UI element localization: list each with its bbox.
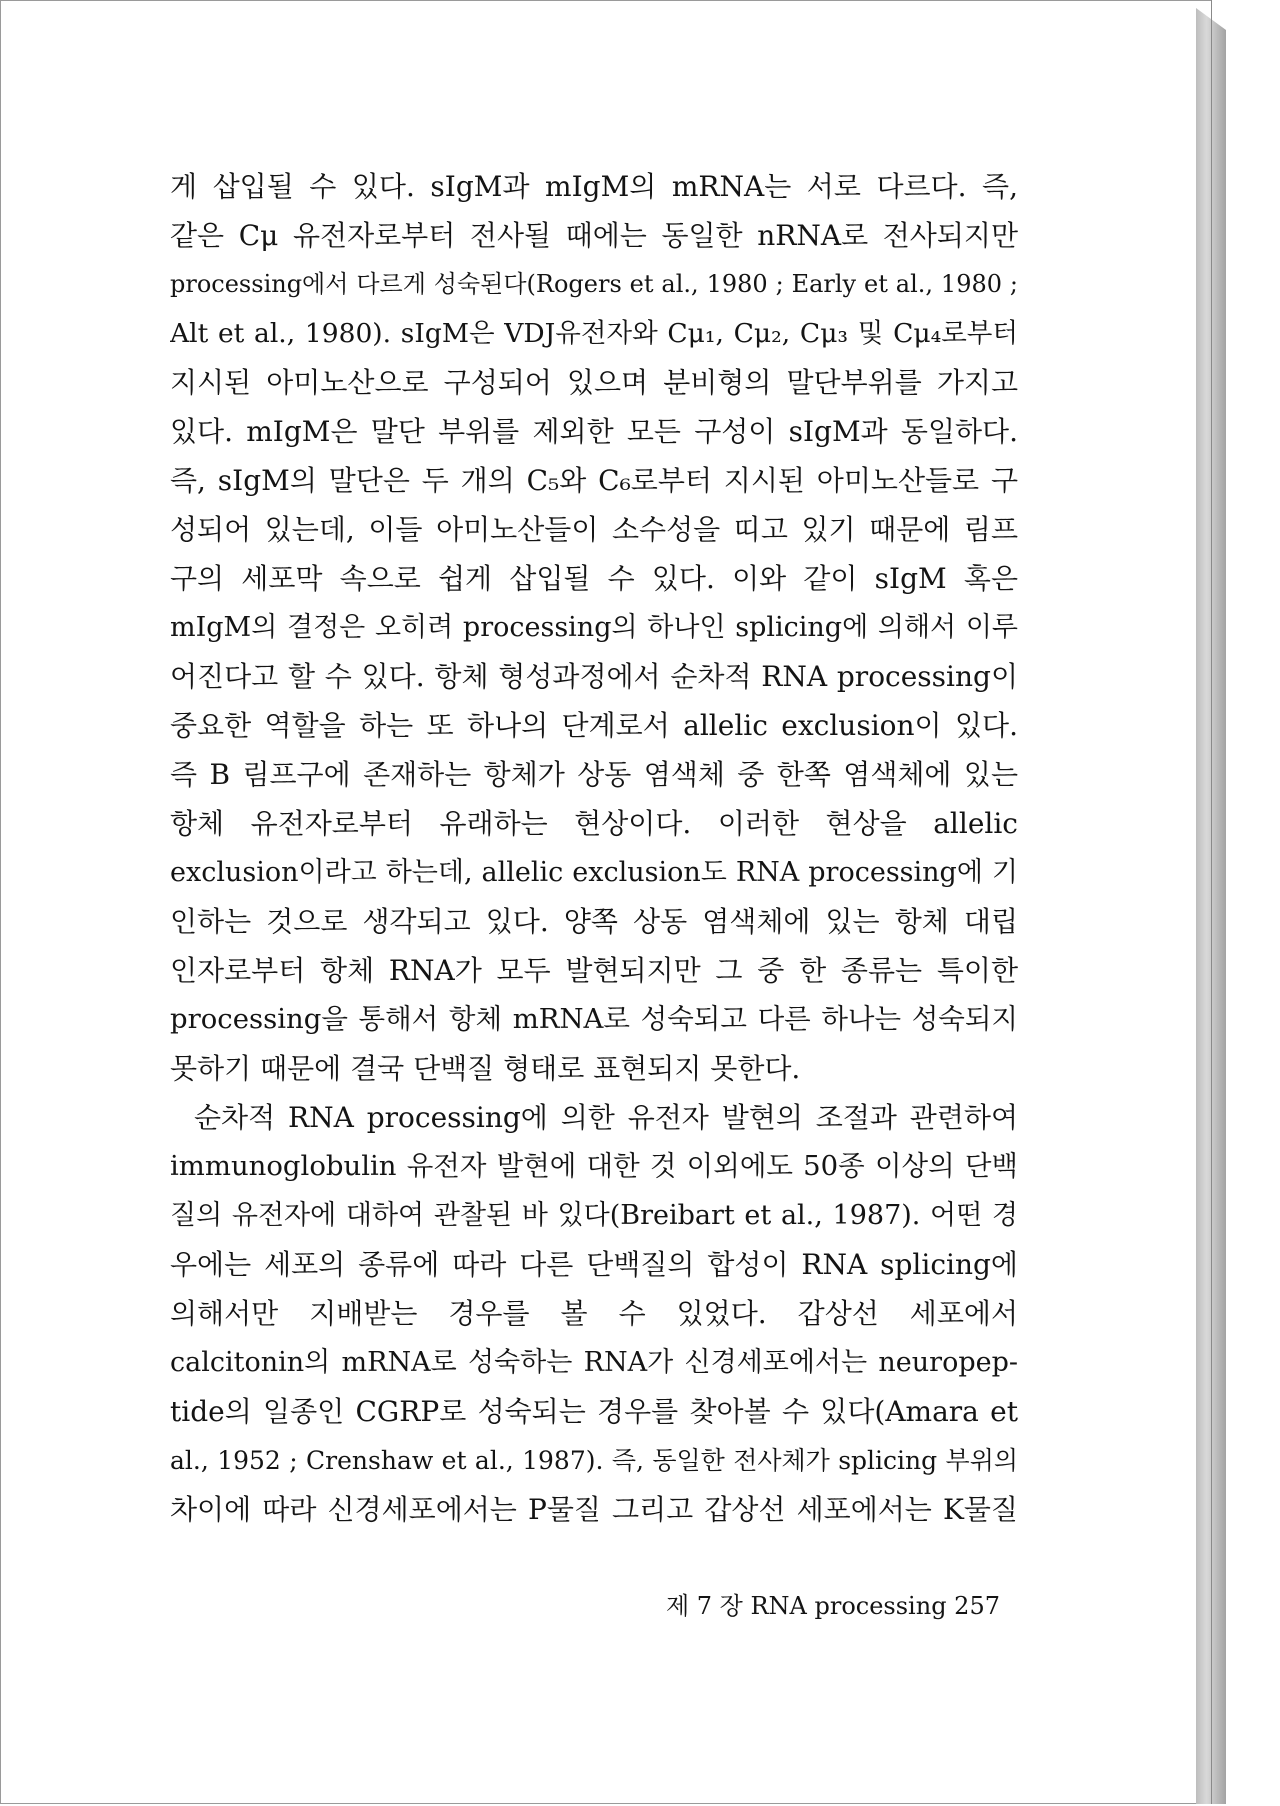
text-line: 항체 유전자로부터 유래하는 현상이다. 이러한 현상을 allelic (170, 807, 1018, 840)
text-line: 어진다고 할 수 있다. 항체 형성과정에서 순차적 RNA processing이 (170, 660, 1018, 693)
text-line: Alt et al., 1980). sIgM은 VDJ유전자와 Cμ₁, Cμ₂, Cμ₃ 및 Cμ₄로부터 (170, 318, 1018, 349)
text-line: 성되어 있는데, 이들 아미노산들이 소수성을 띠고 있기 때문에 림프 (170, 513, 1018, 546)
text-line: tide의 일종인 CGRP로 성숙되는 경우를 찾아볼 수 있다(Amara et (170, 1395, 1018, 1428)
text-line: mIgM의 결정은 오히려 processing의 하나인 splicing에 의해서 이루 (170, 612, 1018, 643)
text-line: 즉 B 림프구에 존재하는 항체가 상동 염색체 중 한쪽 염색체에 있는 (170, 758, 1018, 791)
text-line: 중요한 역할을 하는 또 하나의 단계로서 allelic exclusion이 있다. (170, 709, 1018, 742)
body-text (170, 162, 1018, 1534)
text-line: 게 삽입될 수 있다. sIgM과 mIgM의 mRNA는 서로 다르다. 즉, (170, 170, 1018, 203)
running-footer: 제 7 장 RNA processing 257 (665, 1592, 1000, 1620)
text-line: processing에서 다르게 성숙된다(Rogers et al., 1980 ; Early et al., 1980 ; (170, 270, 1018, 298)
text-line: 구의 세포막 속으로 쉽게 삽입될 수 있다. 이와 같이 sIgM 혹은 (170, 562, 1018, 595)
text-line: 의해서만 지배받는 경우를 볼 수 있었다. 갑상선 세포에서 (170, 1297, 1018, 1330)
text-line: calcitonin의 mRNA로 성숙하는 RNA가 신경세포에서는 neuropep- (170, 1347, 1018, 1378)
text-line: immunoglobulin 유전자 발현에 대한 것 이외에도 50종 이상의 단백 (170, 1150, 1018, 1182)
text-line: 질의 유전자에 대하여 관찰된 바 있다(Breibart et al., 1987). 어떤 경 (170, 1200, 1018, 1231)
text-line: 있다. mIgM은 말단 부위를 제외한 모든 구성이 sIgM과 동일하다. (170, 415, 1018, 448)
text-line: 인자로부터 항체 RNA가 모두 발현되지만 그 중 한 종류는 특이한 (170, 954, 1018, 987)
text-line: 지시된 아미노산으로 구성되어 있으며 분비형의 말단부위를 가지고 (170, 366, 1018, 399)
text-line: al., 1952 ; Crenshaw et al., 1987). 즉, 동일한 전사체가 splicing 부위의 (170, 1446, 1018, 1475)
text-line: exclusion이라고 하는데, allelic exclusion도 RNA processing에 기 (170, 857, 1018, 888)
text-line: 즉, sIgM의 말단은 두 개의 C₅와 C₆로부터 지시된 아미노산들로 구 (170, 464, 1018, 497)
text-line: 인하는 것으로 생각되고 있다. 양쪽 상동 염색체에 있는 항체 대립 (170, 905, 1018, 938)
text-line: 같은 Cμ 유전자로부터 전사될 때에는 동일한 nRNA로 전사되지만 (170, 219, 1018, 252)
text-line: processing을 통해서 항체 mRNA로 성숙되고 다른 하나는 성숙되지 (170, 1003, 1018, 1035)
text-line: 순차적 RNA processing에 의한 유전자 발현의 조절과 관련하여 (194, 1101, 1018, 1134)
text-line: 못하기 때문에 결국 단백질 형태로 표현되지 못한다. (170, 1052, 801, 1085)
text-line: 우에는 세포의 종류에 따라 다른 단백질의 합성이 RNA splicing에 (170, 1248, 1018, 1281)
text-line: 차이에 따라 신경세포에서는 P물질 그리고 갑상선 세포에서는 K물질 (170, 1493, 1018, 1526)
page-edge-line (1211, 0, 1212, 1804)
